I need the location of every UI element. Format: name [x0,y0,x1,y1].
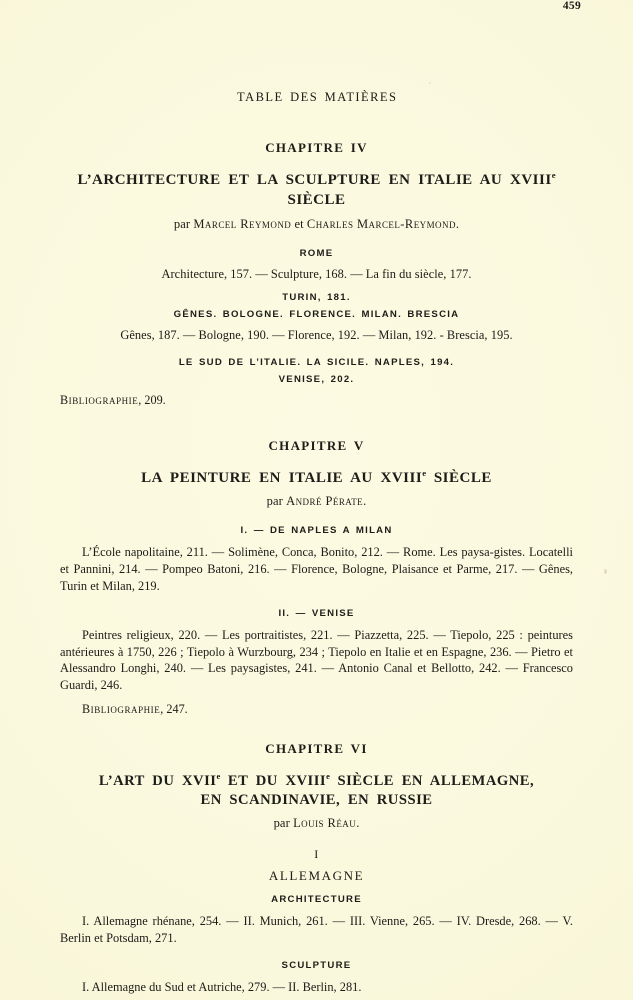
chapter-title-line [60,468,573,489]
ordinal-superscript: e [551,170,556,180]
bibliography-line [60,393,573,408]
chapter-title-line [60,771,573,791]
author-name: Louis Réau [293,816,357,831]
author-name: Charles Marcel-Reymond [306,216,456,231]
byline-end: . [455,216,460,231]
section-heading-architecture: ARCHITECTURE [271,894,362,906]
entry-line: Gênes, 187. — Bologne, 190. — Florence, 192. — Milan, 192. - Brescia, 195. [120,327,513,342]
byline-prefix: par [173,216,194,231]
chapter-title-vi [60,771,573,810]
ordinal-superscript: e [422,467,427,478]
chapter-block-iv [60,140,573,408]
section-heading-turin: TURIN, 181. [282,291,351,303]
byline-prefix: par [266,494,287,509]
section-heading-naples-milan: I. — DE NAPLES A MILAN [240,525,393,537]
section-heading-cities: GÊNES. BOLOGNE. FLORENCE. MILAN. BRESCIA [173,308,460,320]
chapter-title-text: L’ARCHITECTURE ET LA SCULPTURE EN ITALIE AU XVIII [77,172,552,188]
byline-end: . [363,494,367,509]
chapter-title-tail: SIÈCLE [426,469,492,486]
chapter-title-text: L’ART DU XVII [98,772,217,789]
chapter-title-mid: ET DU XVIII [220,772,327,789]
chapter-block-vi [60,741,573,996]
section-heading-venise: VENISE, 202. [278,373,355,385]
section-heading-sud-italie: LE SUD DE L’ITALIE. LA SICILE. NAPLES, 194. [178,356,455,368]
chapter-label-v: CHAPITRE V [268,437,365,453]
author-name: André Pérate [286,494,364,509]
chapter-title-tail: SIÈCLE [287,191,346,208]
bibliography-line [60,702,573,717]
entry-line: Architecture, 157. — Sculpture, 168. — La fin du siècle, 177. [161,266,472,281]
chapter-title-v [60,468,573,489]
section-heading-sculpture: SCULPTURE [281,960,352,972]
section-heading-rome: ROME [299,247,334,259]
chapter-title-text: LA PEINTURE EN ITALIE AU XVIII [141,469,423,486]
chapter-title-tail: SIÈCLE EN ALLEMAGNE, [329,772,535,789]
bibliography-page: , 209. [138,392,166,407]
chapter-title-iv [60,170,573,211]
byline-join: et [291,216,307,231]
ordinal-superscript: e [216,770,221,781]
bibliography-label: Bibliographie [60,392,139,407]
bibliography-label: Bibliographie [82,701,161,716]
bibliography-page: , 247. [160,701,188,716]
page-folio: 459 [562,0,581,12]
entry-paragraph: I. Allemagne du Sud et Autriche, 279. — II. Berlin, 281. [82,980,362,995]
entry-paragraph: Peintres religieux, 220. — Les portraitistes, 221. — Piazzetta, 225. — Tiepolo, 225 : peintures antérieures à 1750, 226 ; Tiepolo à Wurzbourg, 234 ; Tiepolo en Italie et en Espagne, 236. — Pietro et Alessandro Longhi, 240. — Les paysagistes, 241. — Antonio Canal et Bellotto, 242. — Francesco Guardi, 246. [60,628,573,693]
chapter-title-line [60,170,573,211]
entry-paragraph: I. Allemagne rhénane, 254. — II. Munich, 261. — III. Vienne, 265. — IV. Dresde, 268. — V. Berlin et Potsdam, 271. [60,914,573,945]
chapter-block-v [60,438,573,717]
running-head [60,0,581,110]
chapter-byline-vi [60,816,573,831]
chapter-label-vi: CHAPITRE VI [265,740,368,756]
byline-end: . [356,816,360,831]
chapter-byline-iv [60,217,573,232]
author-name: Marcel Reymond [193,216,292,231]
byline-prefix: par [273,816,294,831]
part-numeral: I [314,847,319,862]
chapter-title-line-2: EN SCANDINAVIE, EN RUSSIE [200,791,433,808]
entry-paragraph: L’École napolitaine, 211. — Solimène, Conca, Bonito, 212. — Rome. Les paysa-gistes. Locatelli et Pannini, 214. — Pompeo Batoni, 216. — Florence, Bologne, Plaisance et Parme, 217. — Gênes, Turin et Milan, 219. [60,545,573,593]
chapter-label-iv: CHAPITRE IV [265,140,368,155]
running-head-title: TABLE DES MATIÈRES [237,90,398,104]
region-heading-allemagne: ALLEMAGNE [268,868,365,884]
chapter-byline-v [60,494,573,509]
section-heading-venise-2: II. — VENISE [278,608,355,620]
ordinal-superscript: e [326,770,330,781]
